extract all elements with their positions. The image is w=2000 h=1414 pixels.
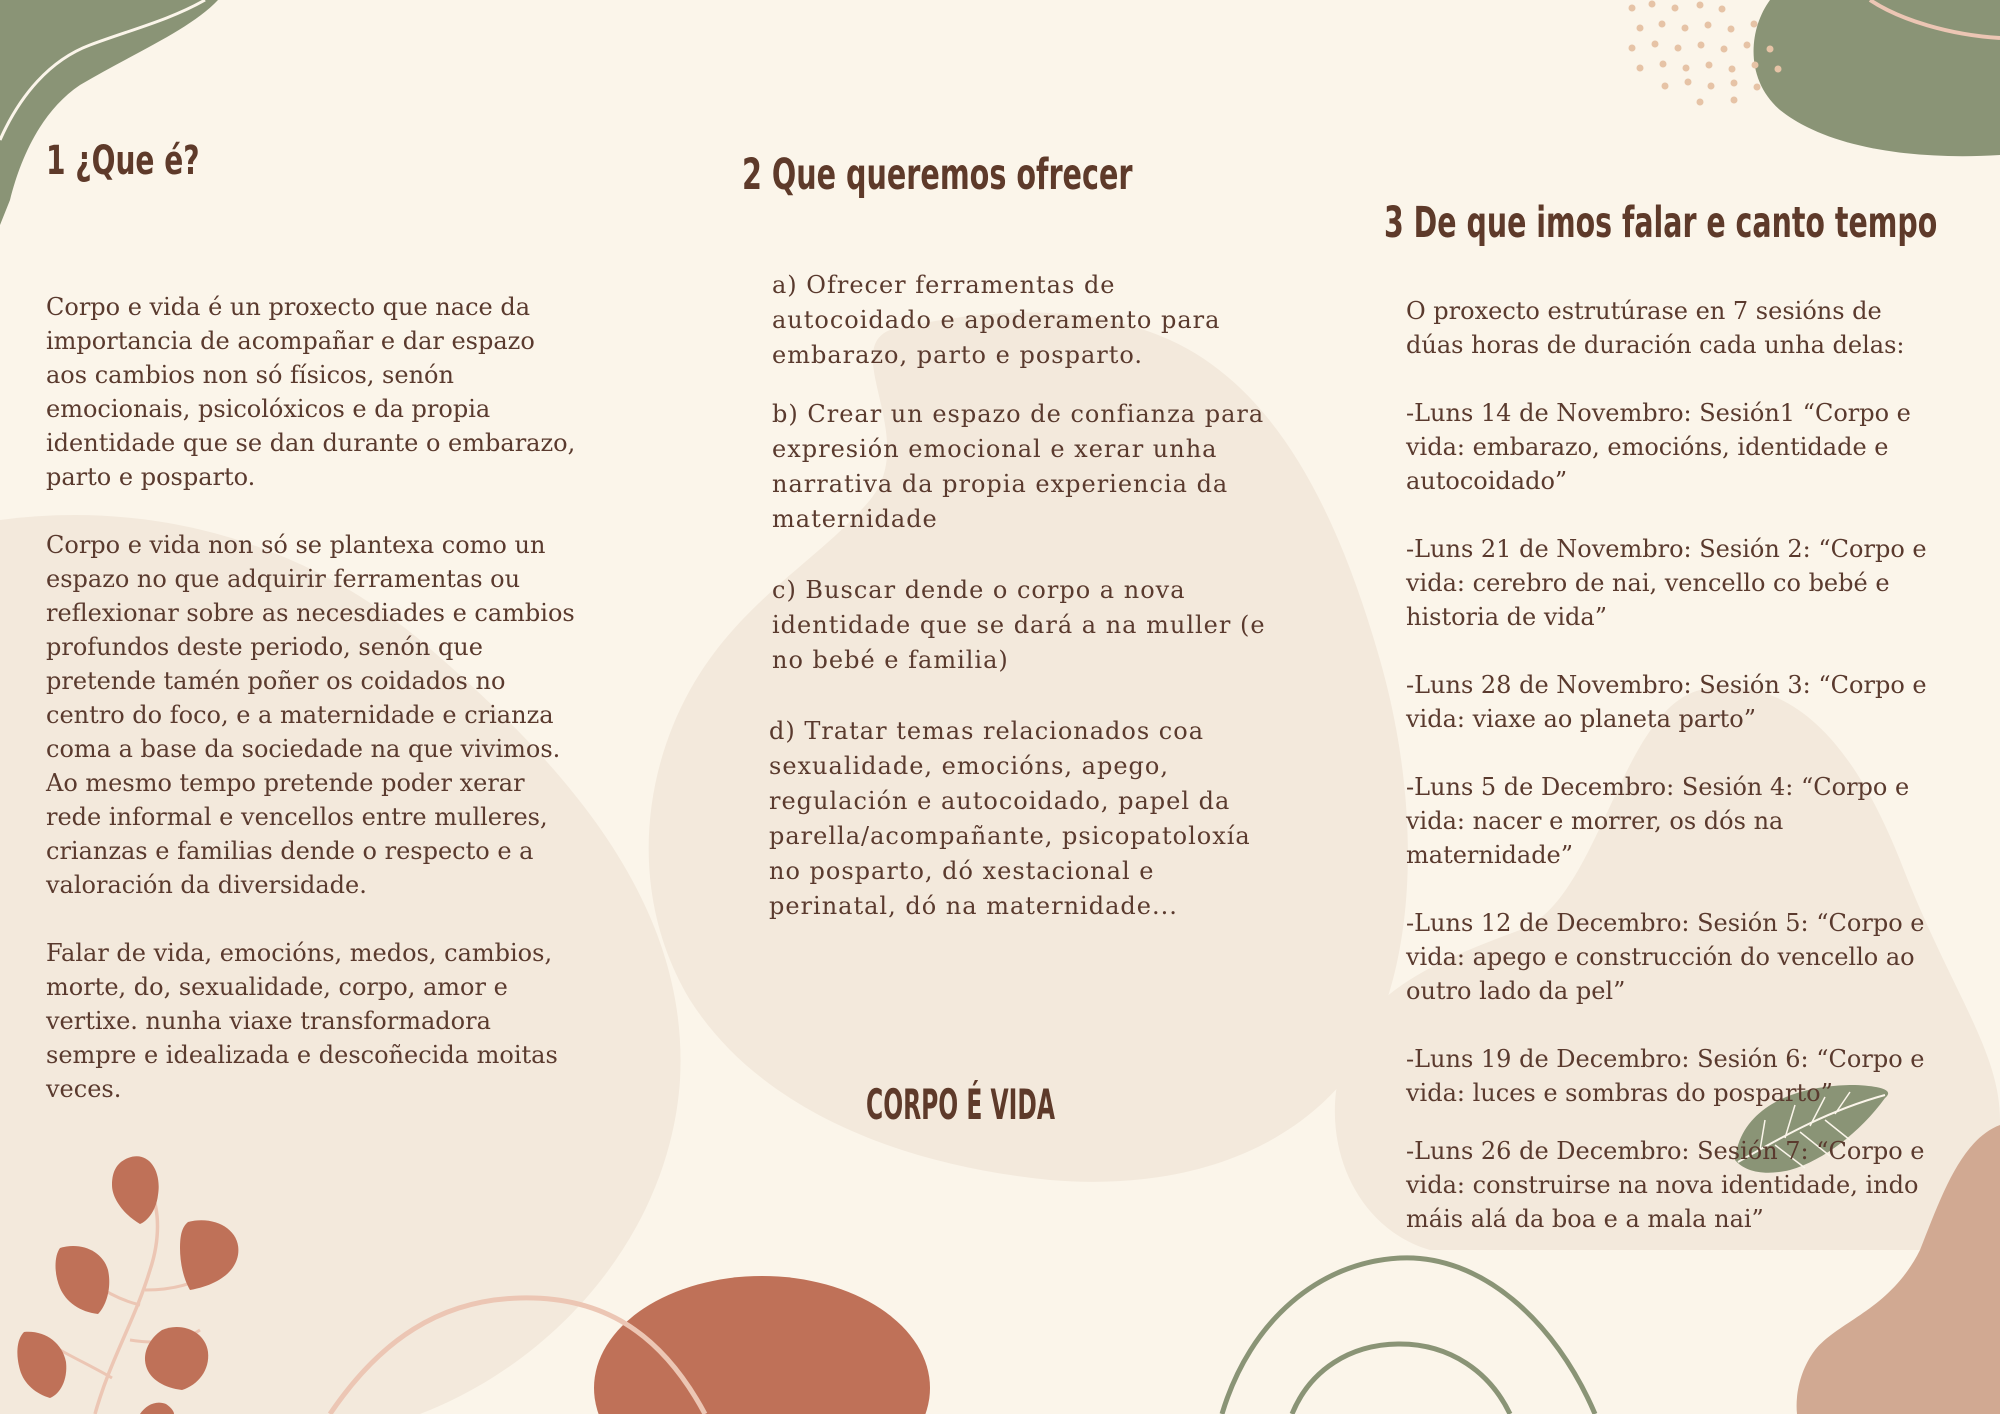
session-item: -Luns 21 de Novembro: Sesión 2: “Corpo e vida: cerebro de nai, vencello co bebé e historia de vida”	[1406, 535, 1927, 631]
section3-body	[1406, 294, 1946, 1270]
section1-paragraph: Corpo e vida é un proxecto que nace da importancia de acompañar e dar espazo aos cambios non só físicos, senón emocionais, psicolóxicos e da propia identidade que se dan durante o embarazo, parto e posparto.	[46, 293, 576, 491]
schedule-intro: O proxecto estrutúrase en 7 sesións de dúas horas de duración cada unha delas:	[1406, 297, 1905, 359]
sage-ring-outer	[1222, 1258, 1595, 1414]
section3-title: 3 De que imos falar e canto tempo	[1384, 198, 1938, 248]
section2-body	[769, 268, 1272, 924]
section1-paragraph: Falar de vida, emocións, medos, cambios, morte, do, sexualidade, corpo, amor e vertixe. nunha viaxe transformadora sempre e idealizada e descoñecida moitas veces.	[46, 939, 558, 1103]
section1-paragraph: Corpo e vida non só se plantexa como un espazo no que adquirir ferramentas ou reflexionar sobre as necesdiades e cambios profundos deste periodo, senón que pretende tamén poñer os coidados no centro do foco, e a maternidade e crianza coma a base da sociedade na que vivimos. Ao mesmo tempo pretende poder xerar rede informal e vencellos entre mulleres, crianzas e familias dende o respecto e a valoración da diversidade.	[46, 531, 575, 899]
terracotta-blob-bottom	[594, 1276, 930, 1414]
session-item: -Luns 14 de Novembro: Sesión1 “Corpo e vida: embarazo, emocións, identidade e autocoidado”	[1406, 399, 1911, 495]
session-item: -Luns 28 de Novembro: Sesión 3: “Corpo e vida: viaxe ao planeta parto”	[1406, 671, 1927, 733]
offer-item: c) Buscar dende o corpo a nova identidade que se dará a na muller (e no bebé e familia)	[772, 576, 1266, 674]
session-item: -Luns 12 de Decembro: Sesión 5: “Corpo e vida: apego e construcción do vencello ao outro lado da pel”	[1406, 909, 1925, 1005]
session-item: -Luns 26 de Decembro: Sesión 7: “Corpo e vida: construirse na nova identidade, indo máis alá da boa e a mala nai”	[1406, 1137, 1925, 1233]
section1-title: 1 ¿Que é?	[46, 138, 200, 184]
offer-item: d) Tratar temas relacionados coa sexualidade, emocións, apego, regulación e autocoidado, papel da parella/acompañante, psicopatoloxía no posparto, dó xestacional e perinatal, dó na maternidade...	[769, 717, 1251, 920]
sage-blob-top-right	[1754, 0, 2000, 156]
sage-blob-top-left	[0, 0, 218, 225]
section1-body	[46, 290, 576, 1140]
section2-title: 2 Que queremos ofrecer	[742, 150, 1133, 200]
offer-item: a) Ofrecer ferramentas de autocoidado e apoderamento para embarazo, parto e posparto.	[772, 271, 1221, 369]
session-item: -Luns 19 de Decembro: Sesión 6: “Corpo e vida: luces e sombras do posparto”	[1406, 1045, 1925, 1107]
sage-ring-inner	[1292, 1344, 1510, 1414]
session-item: -Luns 5 de Decembro: Sesión 4: “Corpo e vida: nacer e morrer, os dós na maternidade”	[1406, 773, 1910, 869]
tagline: CORPO É VIDA	[866, 1080, 1055, 1129]
offer-item: b) Crear un espazo de confianza para expresión emocional e xerar unha narrativa da propia experiencia da maternidade	[772, 400, 1265, 533]
